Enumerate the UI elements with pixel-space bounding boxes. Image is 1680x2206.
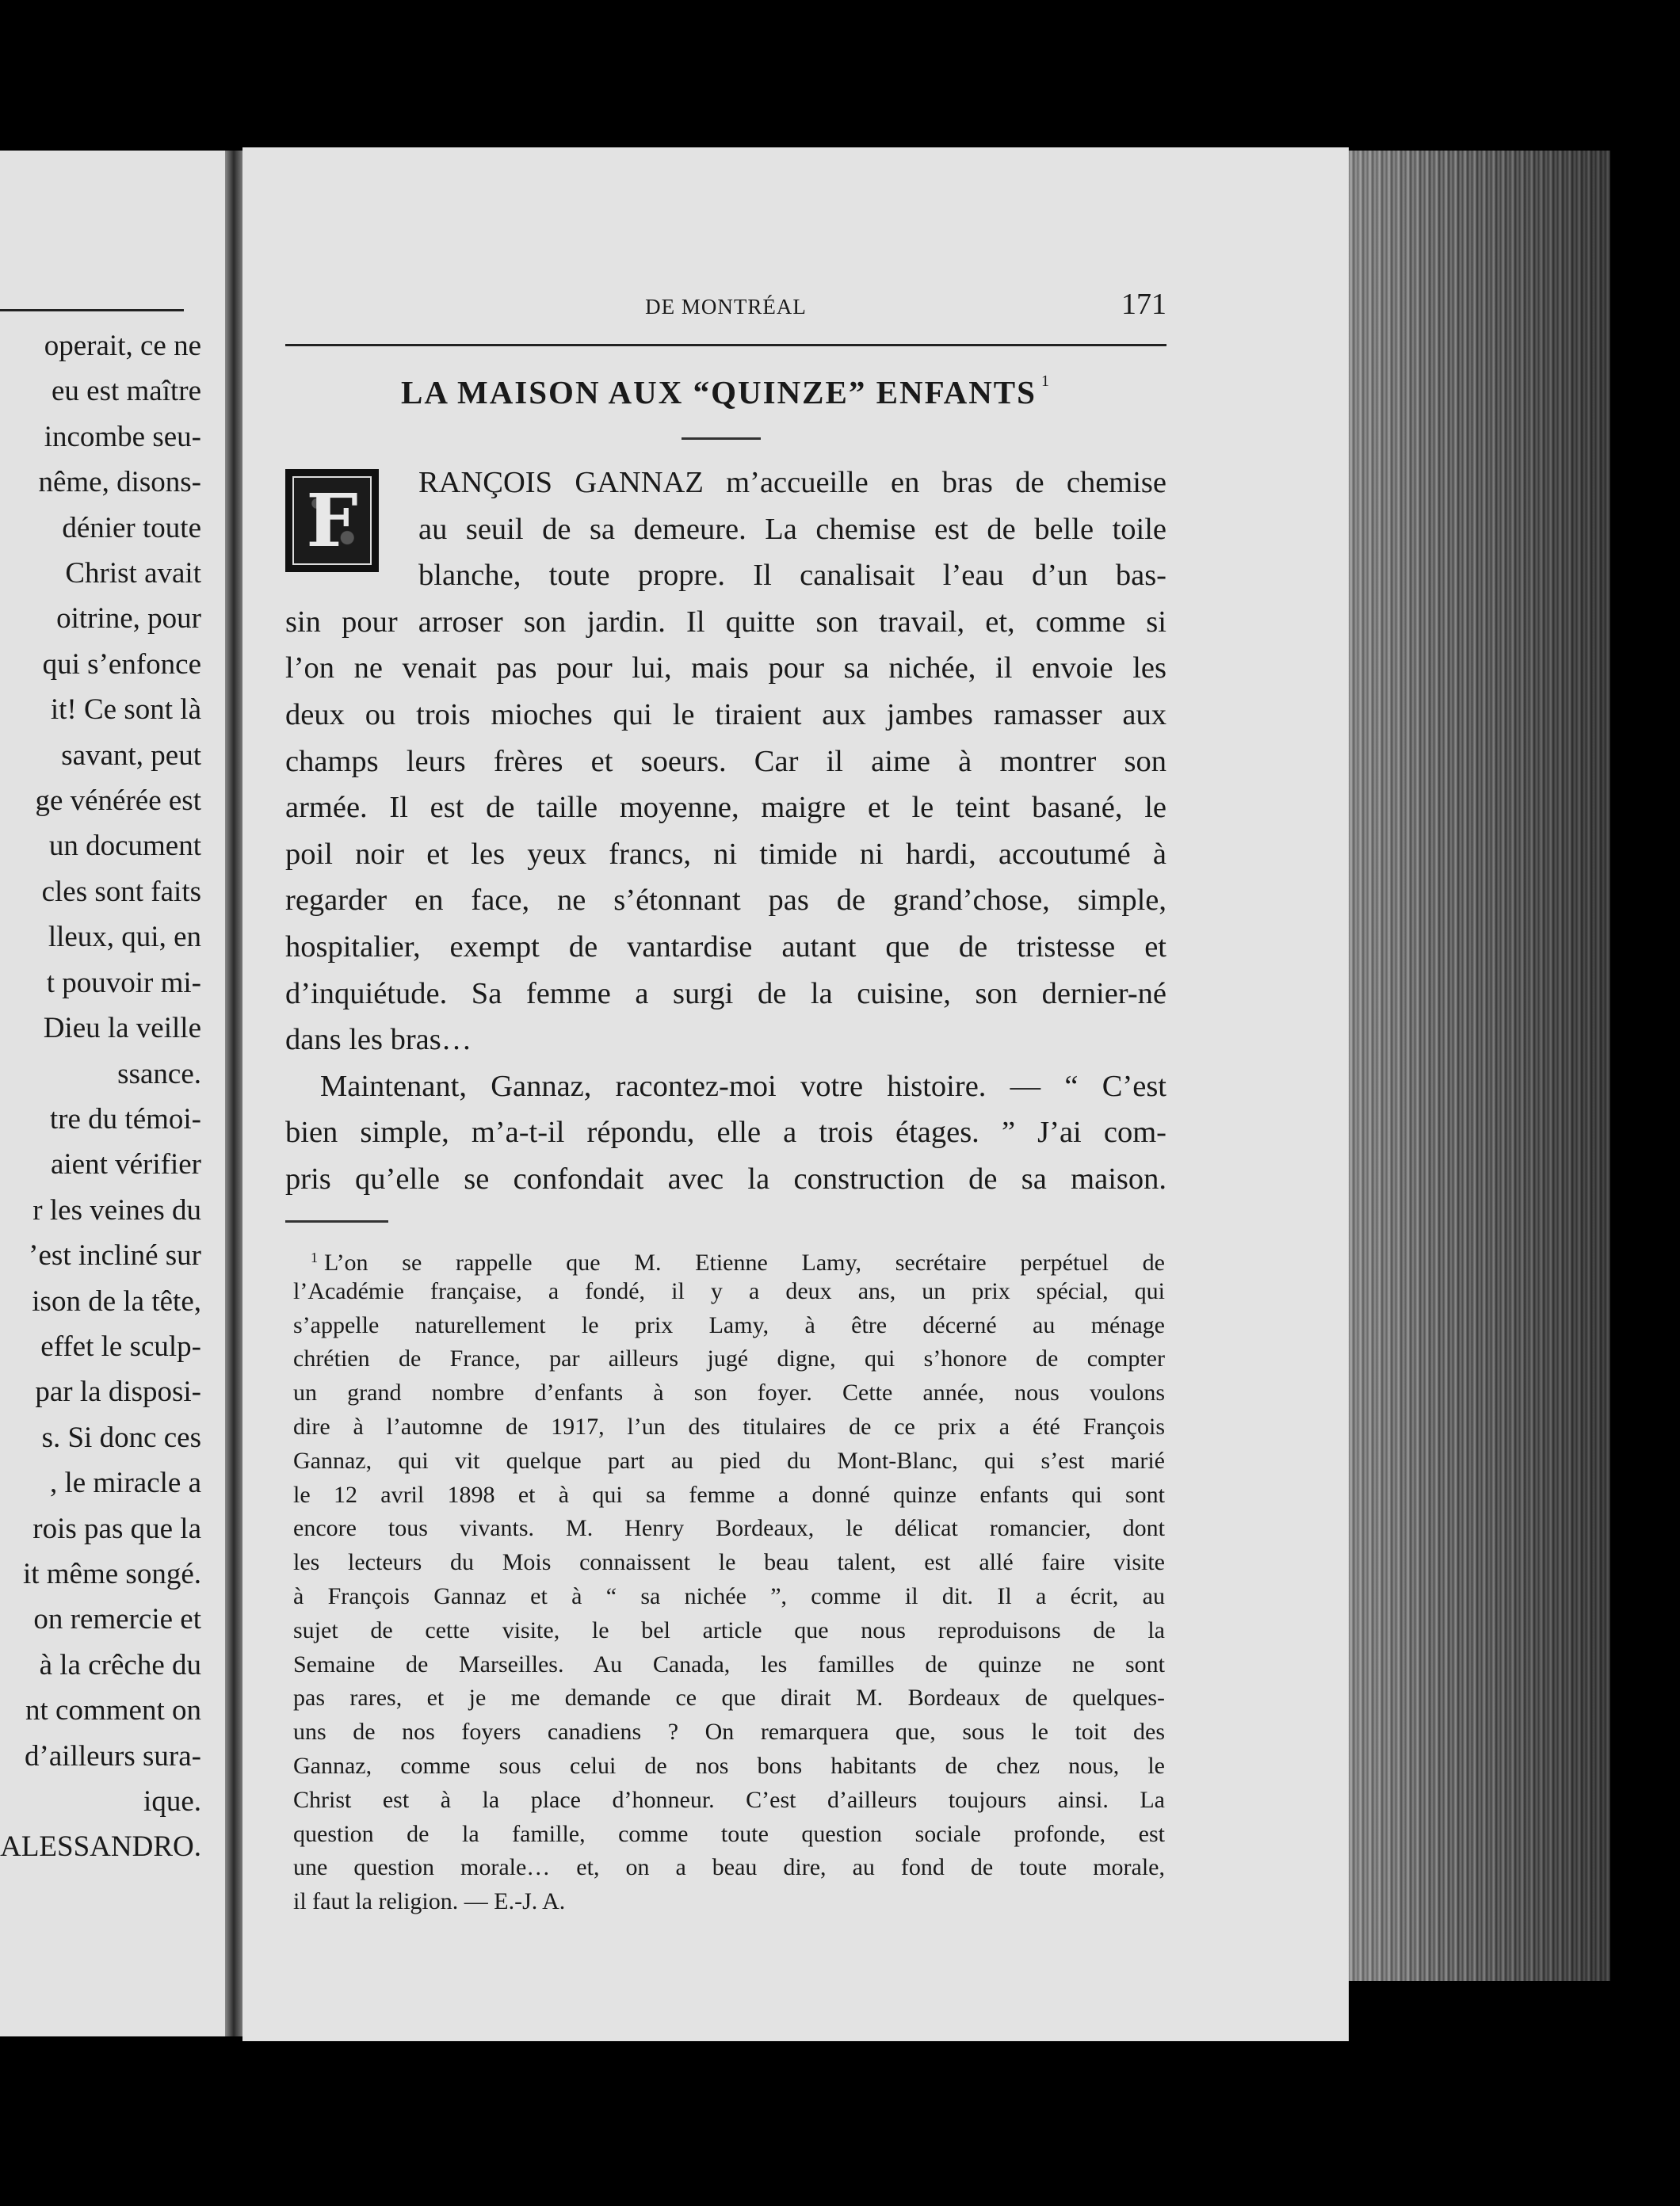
footnote-line: chrétien de France, par ailleurs jugé digne, qui s’honore de compter — [293, 1345, 1165, 1372]
footnote-line: uns de nos foyers canadiens ? On remarquera que, sous le toit des — [293, 1719, 1165, 1746]
header-rule — [285, 344, 1166, 346]
text-line: ique. — [143, 1785, 201, 1818]
book-edge-shade — [1349, 151, 1610, 1981]
footnote-line: dire à l’automne de 1917, l’un des titulaires de ce prix a été François — [293, 1413, 1165, 1440]
footnote-rule — [285, 1220, 388, 1223]
text-line: operait, ce ne — [44, 330, 201, 362]
text-line: incombe seu- — [44, 420, 201, 453]
text-line: rois pas que la — [32, 1512, 201, 1545]
text-line: aient vérifier — [50, 1148, 201, 1181]
text-line: , le miracle a — [49, 1467, 201, 1500]
footnote-line — [293, 1241, 1165, 1275]
footnote-line: sujet de cette visite, le bel article que nous reproduisons de la — [293, 1616, 1165, 1643]
footnote-line: à François Gannaz et à “ sa nichée ”, comme il dit. Il a écrit, au — [293, 1582, 1165, 1609]
body-line: blanche, toute propre. Il canalisait l’eau d’un bas- — [418, 559, 1166, 593]
text-line: par la disposi- — [35, 1376, 201, 1409]
footnote — [293, 1241, 1165, 1919]
article-title — [285, 372, 1166, 411]
footnote-line: s’appelle naturellement le prix Lamy, à être décerné au ménage — [293, 1311, 1165, 1338]
text-line: dénier toute — [62, 511, 201, 544]
text-line: on remercie et — [33, 1603, 201, 1636]
body-line: RANÇOIS GANNAZ m’accueille en bras de chemise — [418, 466, 1166, 499]
text-line: Christ avait — [65, 557, 201, 590]
body-line: hospitalier, exempt de vantardise autant que de tristesse et — [285, 929, 1166, 964]
body-line: armée. Il est de taille moyenne, maigre et le teint basané, le — [285, 791, 1166, 825]
body-line: deux ou trois mioches qui le tiraient aux jambes ramasser aux — [285, 697, 1166, 731]
text-line: s. Si donc ces — [41, 1421, 201, 1454]
book-gutter — [225, 151, 242, 2036]
body-line: d’inquiétude. Sa femme a surgi de la cuisine, son dernier-né — [285, 976, 1166, 1010]
body-line: champs leurs frères et soeurs. Car il aime à montrer son — [285, 744, 1166, 778]
text-line: ssance. — [117, 1057, 201, 1090]
body-line: poil noir et les yeux francs, ni timide ni hardi, accoutumé à — [285, 837, 1166, 871]
text-line: cles sont faits — [41, 875, 201, 908]
body-line: sin pour arroser son jardin. Il quitte son travail, et, comme si — [285, 605, 1166, 639]
text-line: Dieu la veille — [43, 1012, 201, 1045]
text-line: ge vénérée est — [35, 784, 201, 818]
footnote-line: un grand nombre d’enfants à son foyer. Cette année, nous voulons — [293, 1380, 1165, 1406]
text-line: ’est incliné sur — [29, 1239, 201, 1273]
footnote-line: question de la famille, comme toute question sociale profonde, est — [293, 1820, 1165, 1847]
article-title-text: LA MAISON AUX “QUINZE” ENFANTS — [401, 374, 1037, 410]
running-head — [285, 288, 1166, 336]
body-line: dans les bras… — [285, 1023, 472, 1057]
body-line: pris qu’elle se confondait avec la construction de sa maison. — [285, 1162, 1166, 1196]
running-head-title: DE MONTRÉAL — [645, 295, 807, 319]
footnote-line: pas rares, et je me demande ce que dirait M. Bordeaux de quelques- — [293, 1685, 1165, 1712]
footnote-line: Gannaz, qui vit quelque part au pied du Mont-Blanc, qui s’est marié — [293, 1447, 1165, 1474]
text-line: it! Ce sont là — [50, 693, 201, 727]
footnote-mark: 1 — [311, 1250, 318, 1265]
left-page-text — [0, 323, 201, 1870]
text-line: un document — [48, 830, 201, 863]
body-line: bien simple, m’a-t-il répondu, elle a trois étages. ” J’ai com- — [285, 1116, 1166, 1150]
footnote-line: l’Académie française, a fondé, il y a deux ans, un prix spécial, qui — [293, 1277, 1165, 1304]
signature-line: ALESSANDRO. — [0, 1830, 201, 1864]
text-line: nt comment on — [25, 1694, 201, 1727]
footnote-line: Christ est à la place d’honneur. C’est d’ailleurs toujours ainsi. La — [293, 1786, 1165, 1813]
body-line: regarder en face, ne s’étonnant pas de grand’chose, simple, — [285, 884, 1166, 918]
page-number: 171 — [1121, 288, 1166, 321]
footnote-line: Semaine de Marseilles. Au Canada, les familles de quinze ne sont — [293, 1651, 1165, 1677]
text-line: it même songé. — [22, 1557, 201, 1590]
footnote-line-text: L’on se rappelle que M. Etienne Lamy, secrétaire perpétuel de — [324, 1250, 1165, 1276]
text-line: ison de la tête, — [32, 1284, 201, 1318]
text-line: lleux, qui, en — [48, 921, 201, 954]
text-line: à la crêche du — [39, 1648, 201, 1681]
footnote-line: le 12 avril 1898 et à qui sa femme a donné quinze enfants qui sont — [293, 1481, 1165, 1508]
drop-cap-letter: F — [306, 478, 358, 563]
text-line: oitrine, pour — [56, 602, 201, 635]
footnote-line: une question morale… et, on a beau dire, au fond de toute morale, — [293, 1854, 1165, 1881]
body-line: l’on ne venait pas pour lui, mais pour sa nichée, il envoie les — [285, 651, 1166, 685]
footnote-line: encore tous vivants. M. Henry Bordeaux, le délicat romancier, dont — [293, 1515, 1165, 1542]
text-line: effet le sculp- — [40, 1330, 201, 1363]
text-line: savant, peut — [61, 739, 201, 772]
body-line: au seuil de sa demeure. La chemise est de belle toile — [418, 512, 1166, 546]
text-line: r les veines du — [32, 1193, 201, 1227]
title-rule — [682, 437, 761, 440]
footnote-line: les lecteurs du Mois connaissent le beau talent, est allé faire visite — [293, 1549, 1165, 1576]
text-line: qui s’enfonce — [42, 647, 201, 681]
text-line: d’ailleurs sura- — [25, 1739, 201, 1773]
article-body — [285, 460, 1166, 1203]
title-footnote-mark: 1 — [1040, 372, 1051, 390]
text-line: tre du témoi- — [49, 1102, 201, 1135]
footnote-line: Gannaz, comme sous celui de nos bons habitants de chez nous, le — [293, 1752, 1165, 1779]
footnote-line: il faut la religion. — E.-J. A. — [293, 1888, 566, 1915]
left-page — [0, 151, 231, 2036]
text-line: t pouvoir mi- — [46, 966, 201, 999]
body-line: Maintenant, Gannaz, racontez-moi votre histoire. — “ C’est — [320, 1069, 1166, 1103]
text-line: eu est maître — [51, 375, 201, 408]
left-header-rule — [0, 309, 184, 311]
text-line: nême, disons- — [38, 466, 201, 499]
